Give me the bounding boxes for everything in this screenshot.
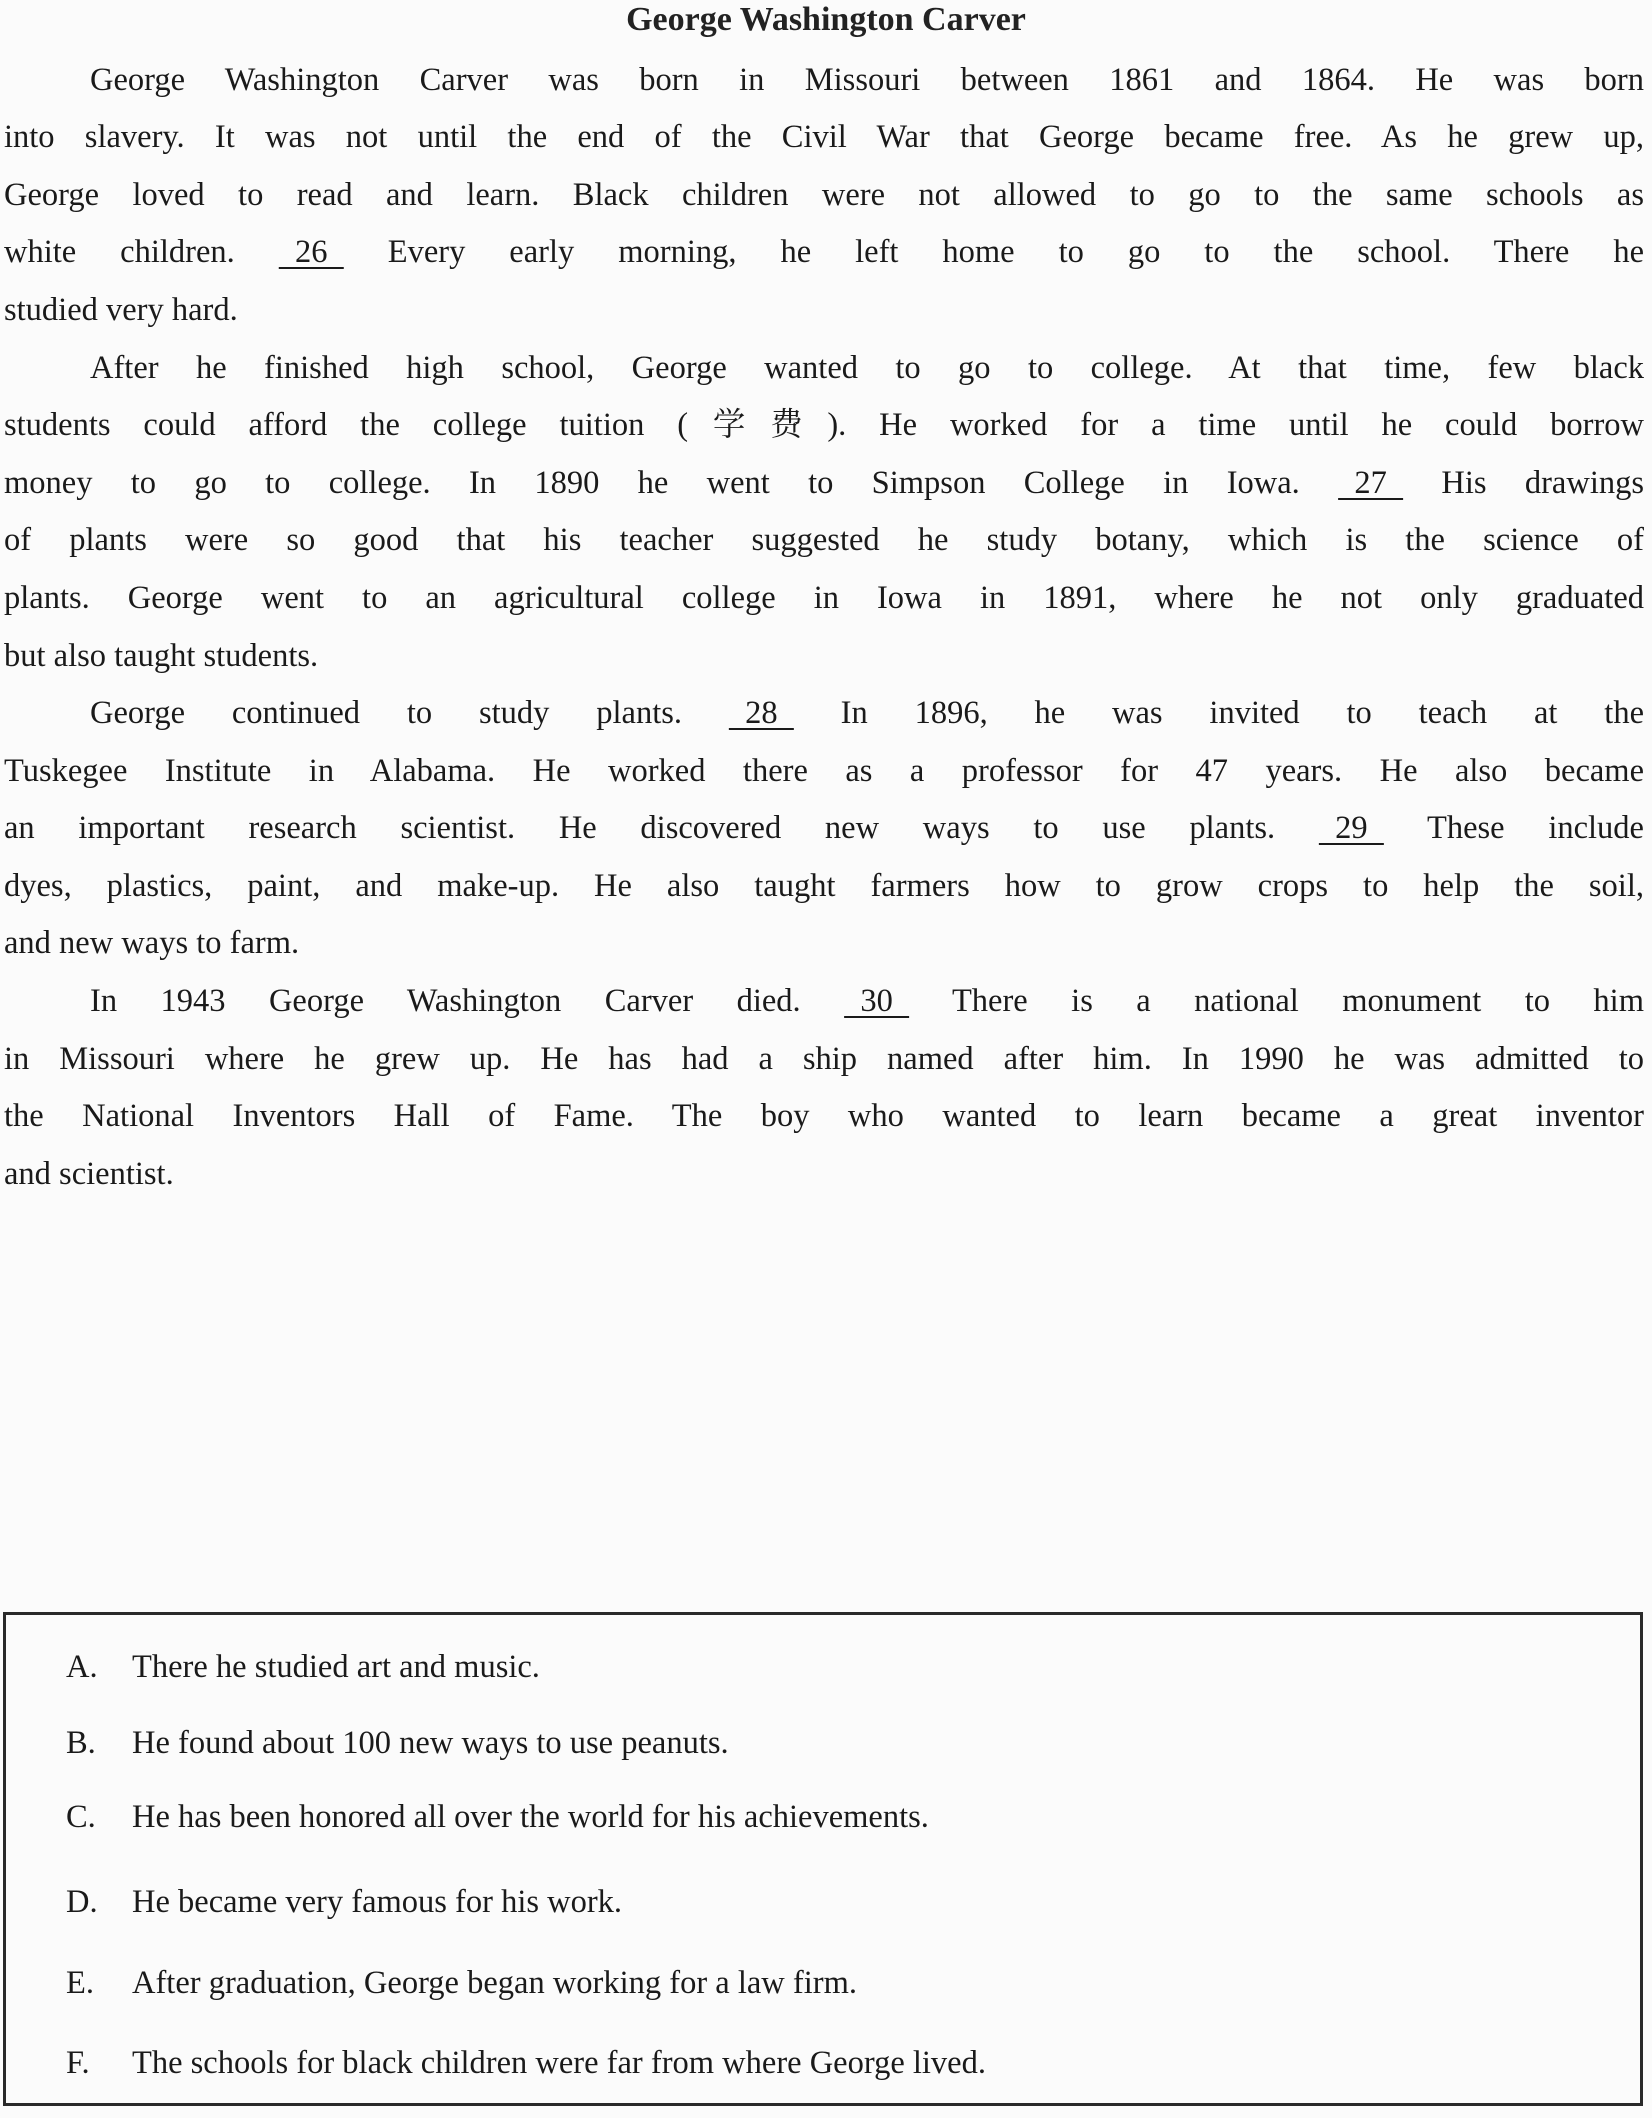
passage-text: the National Inventors Hall of Fame. The boy who wanted to learn became a great inventor <box>4 1098 1644 1134</box>
option-letter: A. <box>66 1649 98 1685</box>
option-letter: B. <box>66 1725 96 1761</box>
option-b <box>66 1723 729 1763</box>
option-e <box>66 1963 857 2003</box>
option-text: There he studied art and music. <box>132 1649 540 1685</box>
option-letter: E. <box>66 1965 94 2001</box>
option-d <box>66 1882 622 1922</box>
blank-27: 27 <box>1338 465 1404 501</box>
option-letter: F. <box>66 2045 90 2081</box>
passage-text: In 1943 George Washington Carver died. <box>90 983 845 1019</box>
passage-text: George loved to read and learn. Black children were not allowed to go to the same schools as <box>4 177 1644 213</box>
passage-text: into slavery. It was not until the end of the Civil War that George became free. As he grew up, <box>4 119 1644 155</box>
passage-line <box>4 463 1644 503</box>
passage-line <box>90 693 1644 733</box>
passage-line <box>4 751 1644 791</box>
passage-text: students could afford the college tuition (学费). He worked for a time until he could borrow <box>4 407 1644 443</box>
passage-text: but also taught students. <box>4 638 319 674</box>
passage-line <box>4 290 1644 330</box>
passage-text: and scientist. <box>4 1156 174 1192</box>
option-text: He has been honored all over the world for his achievements. <box>132 1799 929 1835</box>
passage-text: George continued to study plants. <box>90 695 729 731</box>
passage-text: white children. <box>4 234 279 270</box>
passage-text: After he finished high school, George wanted to go to college. At that time, few black <box>90 350 1644 386</box>
option-text: He became very famous for his work. <box>132 1884 623 1920</box>
passage-line <box>4 232 1644 272</box>
blank-30: 30 <box>844 983 910 1019</box>
passage-line <box>90 348 1644 388</box>
passage-text: and new ways to farm. <box>4 925 300 961</box>
passage-text: These include <box>1383 810 1644 846</box>
passage-text: money to go to college. In 1890 he went to Simpson College in Iowa. <box>4 465 1339 501</box>
blank-26: 26 <box>278 234 344 270</box>
option-a <box>66 1647 540 1687</box>
passage-line <box>4 1039 1644 1079</box>
option-c <box>66 1797 929 1837</box>
passage-line <box>4 923 1644 963</box>
option-text: He found about 100 new ways to use peanuts. <box>132 1725 729 1761</box>
option-text: After graduation, George began working for a law firm. <box>132 1965 857 2001</box>
passage-text: Tuskegee Institute in Alabama. He worked there as a professor for 47 years. He also became <box>4 753 1644 789</box>
passage-text: dyes, plastics, paint, and make-up. He also taught farmers how to grow crops to help the soil, <box>4 868 1644 904</box>
passage-text: In 1896, he was invited to teach at the <box>793 695 1644 731</box>
passage-text: Every early morning, he left home to go to the school. There he <box>343 234 1644 270</box>
passage-text: of plants were so good that his teacher suggested he study botany, which is the science of <box>4 522 1644 558</box>
blank-29: 29 <box>1318 810 1384 846</box>
option-f <box>66 2043 986 2083</box>
passage-line <box>4 808 1644 848</box>
passage-line <box>4 520 1644 560</box>
blank-28: 28 <box>728 695 794 731</box>
passage-text: studied very hard. <box>4 292 238 328</box>
option-text: The schools for black children were far from where George lived. <box>132 2045 986 2081</box>
passage-line <box>4 578 1644 618</box>
passage-line <box>4 1154 1644 1194</box>
passage-line <box>4 175 1644 215</box>
passage-text: an important research scientist. He discovered new ways to use plants. <box>4 810 1319 846</box>
option-letter: C. <box>66 1799 96 1835</box>
option-letter: D. <box>66 1884 98 1920</box>
passage-line <box>4 1096 1644 1136</box>
passage-line <box>4 866 1644 906</box>
passage-line <box>90 60 1644 100</box>
passage-text: plants. George went to an agricultural college in Iowa in 1891, where he not only graduated <box>4 580 1644 616</box>
passage-text: His drawings <box>1403 465 1645 501</box>
passage-line <box>4 405 1644 445</box>
passage-text: George Washington Carver was born in Missouri between 1861 and 1864. He was born <box>90 62 1644 98</box>
passage-title: George Washington Carver <box>626 1 1026 38</box>
passage-line <box>4 117 1644 157</box>
passage-text: There is a national monument to him <box>909 983 1644 1019</box>
passage-text: in Missouri where he grew up. He has had a ship named after him. In 1990 he was admitted to <box>4 1041 1644 1077</box>
passage-line <box>4 636 1644 676</box>
passage-line <box>90 981 1644 1021</box>
